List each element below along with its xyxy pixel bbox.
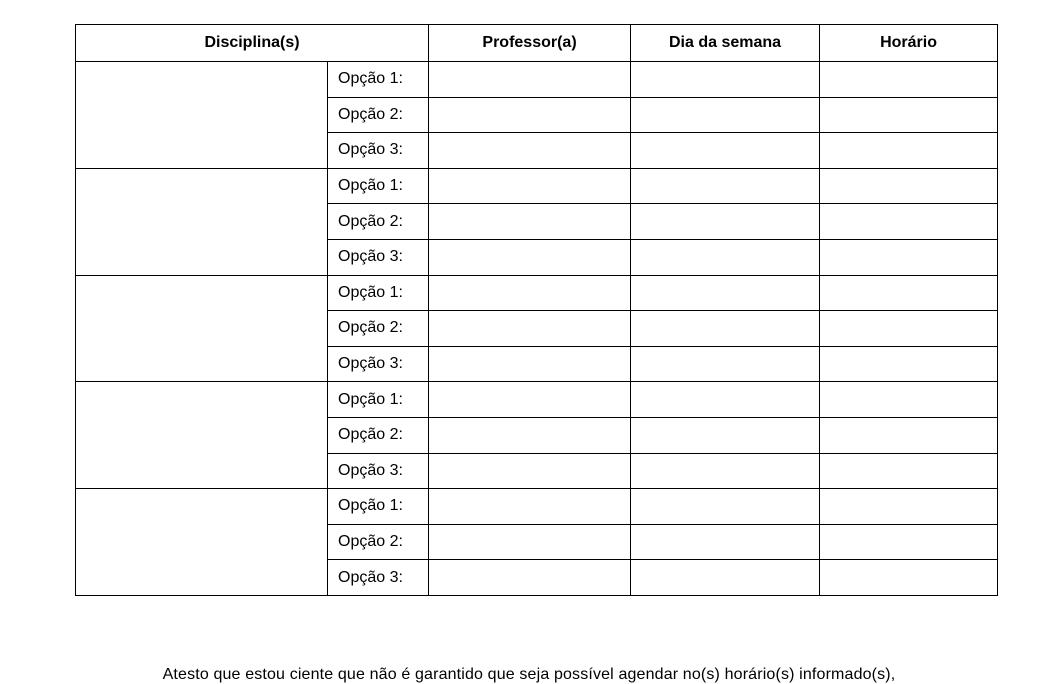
option-label: Opção 3: <box>328 239 429 275</box>
horario-cell[interactable] <box>820 382 998 418</box>
table-row <box>76 275 998 311</box>
dia-cell[interactable] <box>631 239 820 275</box>
table-row <box>76 489 998 525</box>
dia-cell[interactable] <box>631 417 820 453</box>
professor-cell[interactable] <box>429 346 631 382</box>
horario-cell[interactable] <box>820 239 998 275</box>
option-label: Opção 1: <box>328 275 429 311</box>
declaration-text: Atesto que estou ciente que não é garantido que seja possível agendar no(s) horário(s) informado(s), <box>162 666 896 683</box>
horario-cell[interactable] <box>820 489 998 525</box>
option-label: Opção 3: <box>328 560 429 596</box>
horario-cell[interactable] <box>820 453 998 489</box>
horario-cell[interactable] <box>820 133 998 169</box>
option-label: Opção 1: <box>328 489 429 525</box>
dia-cell[interactable] <box>631 97 820 133</box>
option-label: Opção 1: <box>328 382 429 418</box>
dia-cell[interactable] <box>631 524 820 560</box>
option-label: Opção 1: <box>328 168 429 204</box>
option-label: Opção 3: <box>328 453 429 489</box>
horario-cell[interactable] <box>820 417 998 453</box>
professor-cell[interactable] <box>429 560 631 596</box>
option-label: Opção 2: <box>328 204 429 240</box>
professor-cell[interactable] <box>429 417 631 453</box>
schedule-request-table <box>75 24 998 596</box>
option-label: Opção 3: <box>328 346 429 382</box>
horario-cell[interactable] <box>820 275 998 311</box>
option-label: Opção 2: <box>328 311 429 347</box>
dia-cell[interactable] <box>631 168 820 204</box>
professor-cell[interactable] <box>429 97 631 133</box>
dia-cell[interactable] <box>631 382 820 418</box>
header-dia-da-semana: Dia da semana <box>631 25 820 62</box>
table-row <box>76 62 998 98</box>
table-body <box>76 62 998 596</box>
subject-cell[interactable] <box>76 275 328 382</box>
dia-cell[interactable] <box>631 133 820 169</box>
professor-cell[interactable] <box>429 204 631 240</box>
dia-cell[interactable] <box>631 560 820 596</box>
subject-cell[interactable] <box>76 489 328 596</box>
header-row <box>76 25 998 62</box>
option-label: Opção 1: <box>328 62 429 98</box>
subject-cell[interactable] <box>76 168 328 275</box>
header-professor: Professor(a) <box>429 25 631 62</box>
horario-cell[interactable] <box>820 62 998 98</box>
option-label: Opção 3: <box>328 133 429 169</box>
horario-cell[interactable] <box>820 311 998 347</box>
horario-cell[interactable] <box>820 204 998 240</box>
professor-cell[interactable] <box>429 239 631 275</box>
dia-cell[interactable] <box>631 275 820 311</box>
option-label: Opção 2: <box>328 524 429 560</box>
dia-cell[interactable] <box>631 346 820 382</box>
dia-cell[interactable] <box>631 489 820 525</box>
table-row <box>76 382 998 418</box>
dia-cell[interactable] <box>631 453 820 489</box>
professor-cell[interactable] <box>429 453 631 489</box>
professor-cell[interactable] <box>429 524 631 560</box>
professor-cell[interactable] <box>429 382 631 418</box>
professor-cell[interactable] <box>429 168 631 204</box>
horario-cell[interactable] <box>820 524 998 560</box>
professor-cell[interactable] <box>429 133 631 169</box>
professor-cell[interactable] <box>429 275 631 311</box>
option-label: Opção 2: <box>328 417 429 453</box>
horario-cell[interactable] <box>820 168 998 204</box>
header-disciplina: Disciplina(s) <box>76 25 429 62</box>
horario-cell[interactable] <box>820 97 998 133</box>
professor-cell[interactable] <box>429 489 631 525</box>
horario-cell[interactable] <box>820 346 998 382</box>
table-row <box>76 168 998 204</box>
header-horario: Horário <box>820 25 998 62</box>
dia-cell[interactable] <box>631 204 820 240</box>
option-label: Opção 2: <box>328 97 429 133</box>
subject-cell[interactable] <box>76 382 328 489</box>
dia-cell[interactable] <box>631 311 820 347</box>
horario-cell[interactable] <box>820 560 998 596</box>
professor-cell[interactable] <box>429 62 631 98</box>
dia-cell[interactable] <box>631 62 820 98</box>
professor-cell[interactable] <box>429 311 631 347</box>
subject-cell[interactable] <box>76 62 328 169</box>
